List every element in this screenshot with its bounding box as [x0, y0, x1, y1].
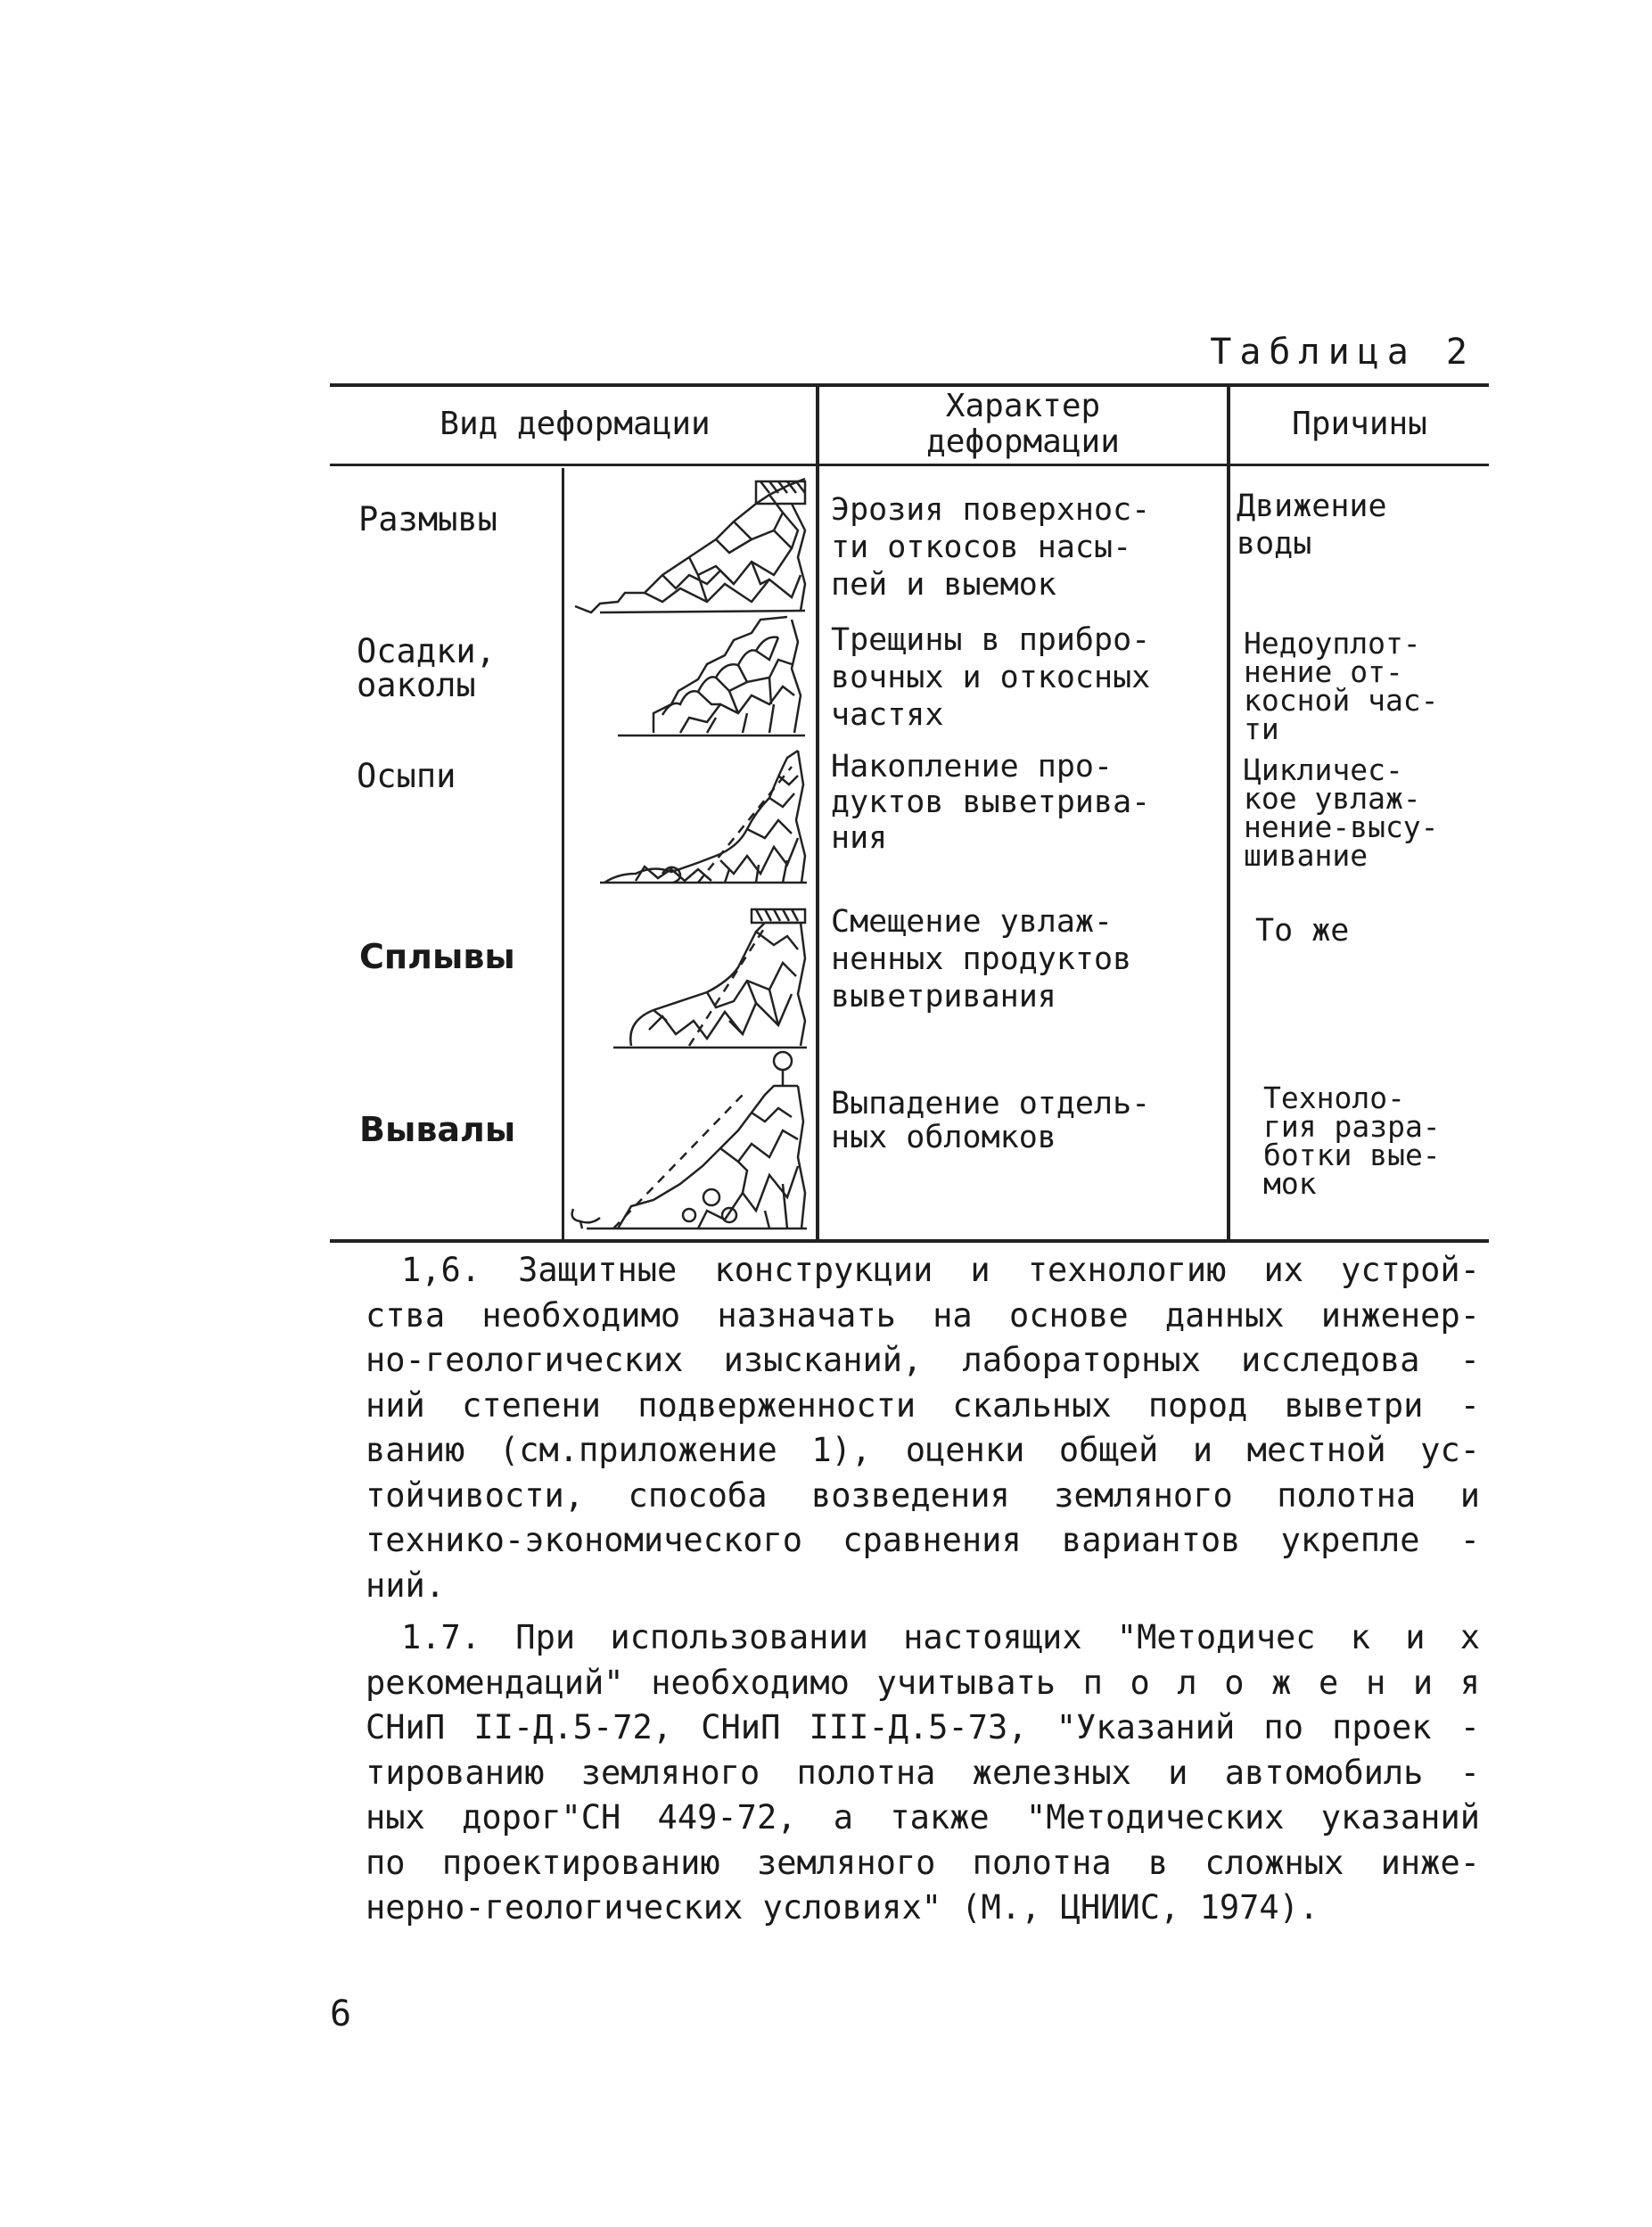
paragraph-1-6-line: ний степени подверженности скальных пород выветри -: [366, 1385, 1480, 1425]
row-causes-rockfall-3: ботки вые-: [1263, 1138, 1441, 1172]
sketch-rockfall: [564, 1050, 814, 1237]
row-causes-settlement-2: нение от-: [1244, 654, 1403, 689]
sketch-settlement: [564, 615, 814, 749]
paragraph-1-7: [366, 1615, 1480, 1931]
row-type-slumps: Сплывы: [359, 937, 515, 976]
row-character-slumps-3: выветривания: [831, 979, 1056, 1015]
row-character-slumps-1: Смещение увлаж-: [831, 904, 1114, 940]
row-causes-scree-1: Цикличес-: [1244, 752, 1403, 787]
row-causes-settlement-1: Недоуплот-: [1244, 626, 1421, 661]
paragraph-1-6-line: ванию (см.приложение 1), оценки общей и местной ус-: [366, 1431, 1480, 1469]
paragraph-1-7-line: по проектированию земляного полотна в сложных инже-: [366, 1843, 1480, 1882]
paragraph-1-7-line: 1.7. При использовании настоящих "Методичес к и х: [401, 1618, 1480, 1656]
row-character-settlement-2: вочных и откосных: [831, 660, 1151, 695]
paragraph-1-7-line: СНиП II-Д.5-72, СНиП III-Д.5-73, "Указаний по проек -: [366, 1708, 1480, 1746]
row-type-erosion: Размывы: [358, 500, 497, 538]
paragraph-1-6-line: 1,6. Защитные конструкции и технологию их устрой-: [401, 1251, 1480, 1289]
row-type-settlement-1: Осадки,: [357, 632, 496, 670]
sketch-scree: [564, 749, 814, 896]
row-causes-erosion-1: Движение: [1237, 489, 1387, 524]
row-character-scree-2: дуктов выветрива-: [831, 785, 1151, 820]
row-character-erosion-2: ти откосов насы-: [831, 530, 1132, 565]
row-character-erosion-1: Эрозия поверхнос-: [831, 492, 1151, 528]
paragraph-1-7-line: ных дорог"СН 449-72, а также "Методических указаний: [366, 1798, 1480, 1837]
row-character-settlement-1: Трещины в прибро-: [831, 622, 1151, 658]
row-causes-scree-4: шивание: [1244, 838, 1368, 873]
row-causes-rockfall-2: гия разра-: [1263, 1109, 1441, 1144]
header-deformation-character-1: Характер: [945, 388, 1101, 424]
row-character-settlement-3: частях: [831, 697, 944, 733]
sketch-slumps: [564, 896, 814, 1052]
paragraph-1-7-line: нерно-геологических условиях" (М., ЦНИИС, 1974).: [366, 1888, 1319, 1927]
row-causes-erosion-2: воды: [1237, 526, 1312, 562]
row-character-erosion-3: пей и выемок: [831, 567, 1056, 603]
paragraph-1-7-line: тированию земляного полотна железных и автомобиль -: [366, 1753, 1480, 1792]
table-col-divider-2: [1227, 385, 1230, 1241]
row-causes-rockfall-1: Техноло-: [1263, 1081, 1405, 1115]
row-causes-scree-2: кое увлаж-: [1244, 781, 1421, 816]
row-character-scree-1: Накопление про-: [831, 749, 1114, 785]
row-character-scree-3: ния: [831, 820, 888, 856]
paragraph-1-6-line: ний.: [366, 1565, 446, 1605]
row-causes-slumps-1: То же: [1255, 913, 1350, 949]
table-top-rule: [330, 383, 1489, 387]
sketch-erosion: [564, 468, 814, 629]
table-col-divider-1: [816, 385, 819, 1241]
paragraph-1-6-line: ства необходимо назначать на основе данных инженер-: [366, 1295, 1480, 1335]
row-causes-settlement-3: косной час-: [1244, 683, 1439, 718]
row-character-rockfall-2: ных обломков: [831, 1120, 1056, 1155]
row-causes-rockfall-4: мок: [1263, 1166, 1317, 1201]
paragraph-1-6-line: тойчивости, способа возведения земляного полотна и: [366, 1475, 1480, 1515]
table-bottom-rule: [330, 1239, 1489, 1243]
row-character-slumps-2: ненных продуктов: [831, 941, 1132, 977]
page-number: 6: [330, 1993, 352, 2034]
header-deformation-type: Вид деформации: [440, 406, 711, 442]
table-caption: Таблица 2: [1210, 332, 1475, 373]
paragraph-1-6-line: но-геологических изысканий, лабораторных исследова -: [366, 1341, 1480, 1379]
row-causes-settlement-4: ти: [1244, 711, 1279, 746]
header-deformation-character-2: деформации: [926, 423, 1120, 460]
row-type-rockfall: Вывалы: [359, 1110, 516, 1149]
row-character-rockfall-1: Выпадение отдель-: [831, 1086, 1151, 1122]
paragraph-1-6: [366, 1248, 1480, 1608]
paragraph-1-7-line: рекомендаций" необходимо учитывать п о л о ж е н и я: [366, 1663, 1480, 1702]
row-type-scree: Осыпи: [357, 757, 456, 795]
table-header-rule: [330, 464, 1489, 466]
header-causes: Причины: [1292, 406, 1427, 442]
paragraph-1-6-line: технико-экономического сравнения вариантов укрепле -: [366, 1521, 1480, 1559]
row-type-settlement-2: оаколы: [357, 666, 476, 704]
row-causes-scree-3: нение-высу-: [1244, 809, 1439, 844]
